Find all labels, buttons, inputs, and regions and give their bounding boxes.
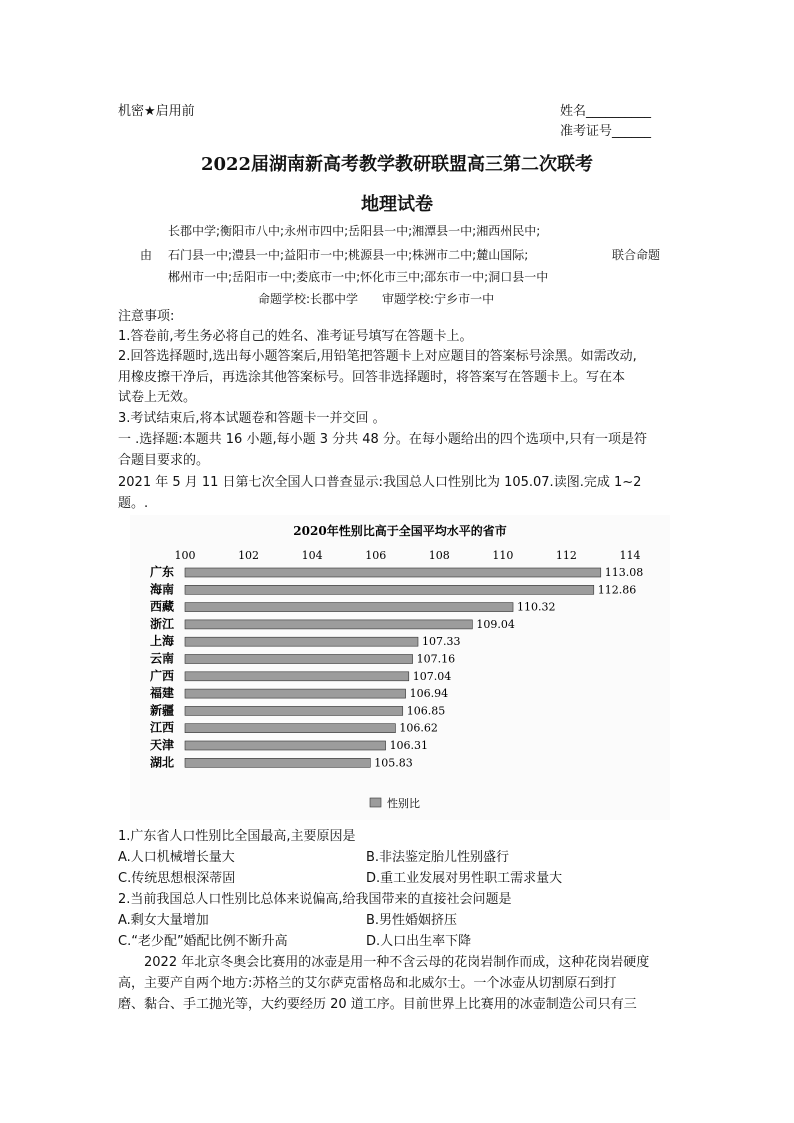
exam-id-field-label: 准考证号______	[560, 124, 652, 139]
category-label: 云南	[150, 651, 175, 666]
question-2-stem: 2.当前我国总人口性别比总体来说偏高,给我国带来的直接社会问题是	[118, 892, 512, 907]
question-2-option-d: D.人口出生率下降	[366, 934, 472, 949]
value-label: 112.86	[597, 583, 637, 597]
category-label: 福建	[150, 686, 175, 701]
notice-3: 3.考试结束后,将本试题卷和答题卡一并交回 。	[118, 411, 386, 426]
value-label: 110.32	[517, 600, 556, 614]
x-tick-label: 110	[492, 549, 514, 562]
category-label: 湖北	[150, 755, 175, 770]
intro-text: 2021 年 5 月 11 日第七次全国人口普查显示:我国总人口性别比为 105.07.读图.完成 1~2	[118, 475, 642, 490]
subject-title: 地理试卷	[361, 194, 433, 215]
legend-label: 性别比	[387, 797, 420, 810]
value-label: 107.04	[412, 669, 452, 683]
legend-swatch	[370, 798, 381, 807]
schools-line-2: 石门县一中;澧县一中;益阳市一中;桃源县一中;株洲市二中;麓山国际;	[168, 248, 529, 262]
bar	[185, 758, 370, 767]
x-tick-label: 104	[301, 549, 323, 562]
schools-line-1: 长郡中学;衡阳市八中;永州市四中;岳阳县一中;湘潭县一中;湘西州民中;	[168, 224, 541, 238]
question-1-option-d: D.重工业发展对男性职工需求量大	[366, 871, 563, 886]
question-1-option-c: C.传统思想根深蒂固	[118, 871, 236, 886]
x-tick-label: 108	[428, 549, 450, 562]
category-label: 广东	[150, 565, 175, 579]
schools-line-3: 郴州市一中;岳阳市一中;娄底市一中;怀化市三中;邵东市一中;洞口县一中	[168, 270, 549, 284]
bar	[185, 568, 601, 577]
bar	[185, 741, 386, 750]
setter-schools: 命题学校:长郡中学 审题学校:宁乡市一中	[258, 292, 495, 306]
notice-heading: 注意事项:	[118, 309, 175, 324]
value-label: 106.31	[389, 739, 429, 752]
x-tick-label: 112	[555, 549, 577, 562]
question-1-stem: 1.广东省人口性别比全国最高,主要原因是	[118, 829, 356, 844]
question-2-option-c: C.“老少配”婚配比例不断升高	[118, 934, 288, 949]
category-label: 广西	[150, 668, 175, 683]
question-2-option-a: A.剩女大量增加	[118, 913, 209, 928]
category-label: 天津	[150, 738, 175, 752]
value-label: 107.16	[416, 652, 456, 666]
bar	[185, 706, 403, 715]
bar	[185, 585, 594, 594]
value-label: 106.94	[409, 687, 449, 701]
bar	[185, 689, 406, 698]
bar	[185, 672, 409, 681]
notice-2: 2.回答选择题时,选出每小题答案后,用铅笔把答题卡上对应题目的答案标号涂黑。如需改动,	[118, 349, 637, 364]
category-label: 浙江	[150, 616, 175, 631]
notice-1: 1.答卷前,考生务必将自己的姓名、准考证号填写在答题卡上。	[118, 329, 473, 344]
bar	[185, 603, 513, 612]
passage-line-2: 高，主要产自两个地方:苏格兰的艾尔萨克雷格岛和北威尔士。一个冰壶从切割原石到打	[118, 976, 617, 991]
schools-from: 由	[140, 248, 153, 262]
category-label: 上海	[150, 634, 175, 649]
section-1-instructions-cont: 合题目要求的。	[118, 453, 210, 468]
value-label: 113.08	[604, 566, 644, 579]
sex-ratio-bar-chart	[130, 515, 670, 820]
section-1-instructions: 一 .选择题:本题共 16 小题,每小题 3 分共 48 分。在每小题给出的四个选项中,只有一项是符	[118, 432, 648, 447]
bar	[185, 637, 418, 646]
confidential-mark: 机密★启用前	[118, 104, 195, 119]
value-label: 105.83	[374, 756, 413, 770]
joint-setting: 联合命题	[612, 248, 661, 262]
name-field-label: 姓名__________	[560, 104, 652, 119]
notice-2-end: 试卷上无效。	[118, 390, 197, 405]
category-label: 海南	[150, 582, 175, 597]
question-1-option-a: A.人口机械增长量大	[118, 850, 235, 865]
exam-title: 2022届湖南新高考教学教研联盟高三第二次联考	[200, 154, 594, 175]
x-tick-label: 100	[174, 549, 196, 562]
question-2-option-b: B.男性婚姻挤压	[366, 913, 458, 928]
x-tick-label: 114	[619, 549, 641, 562]
value-label: 106.62	[399, 721, 438, 735]
category-label: 新疆	[150, 703, 175, 718]
question-1-option-b: B.非法鉴定胎儿性别盛行	[366, 850, 510, 865]
notice-2-cont: 用橡皮擦干净后，再选涂其他答案标号。回答非选择题时，将答案写在答题卡上。写在本	[118, 370, 626, 385]
value-label: 106.85	[406, 704, 446, 718]
intro-text-cont: 题。.	[118, 496, 149, 511]
x-tick-label: 106	[365, 549, 387, 562]
chart-title: 2020年性别比高于全国平均水平的省市	[293, 524, 507, 538]
value-label: 109.04	[476, 617, 515, 631]
bar	[185, 724, 395, 733]
chart-background	[130, 515, 670, 820]
passage-line-3: 磨、黏合、手工抛光等，大约要经历 20 道工序。目前世界上比赛用的冰壶制造公司只有三	[118, 997, 637, 1012]
passage-line-1: 2022 年北京冬奥会比赛用的冰壶是用一种不含云母的花岗岩制作而成，这种花岗岩硬度	[118, 955, 650, 970]
value-label: 107.33	[421, 635, 461, 649]
category-label: 江西	[150, 720, 175, 735]
bar	[185, 620, 472, 629]
category-label: 西藏	[150, 599, 175, 614]
bar	[185, 655, 413, 664]
x-tick-label: 102	[238, 549, 260, 562]
